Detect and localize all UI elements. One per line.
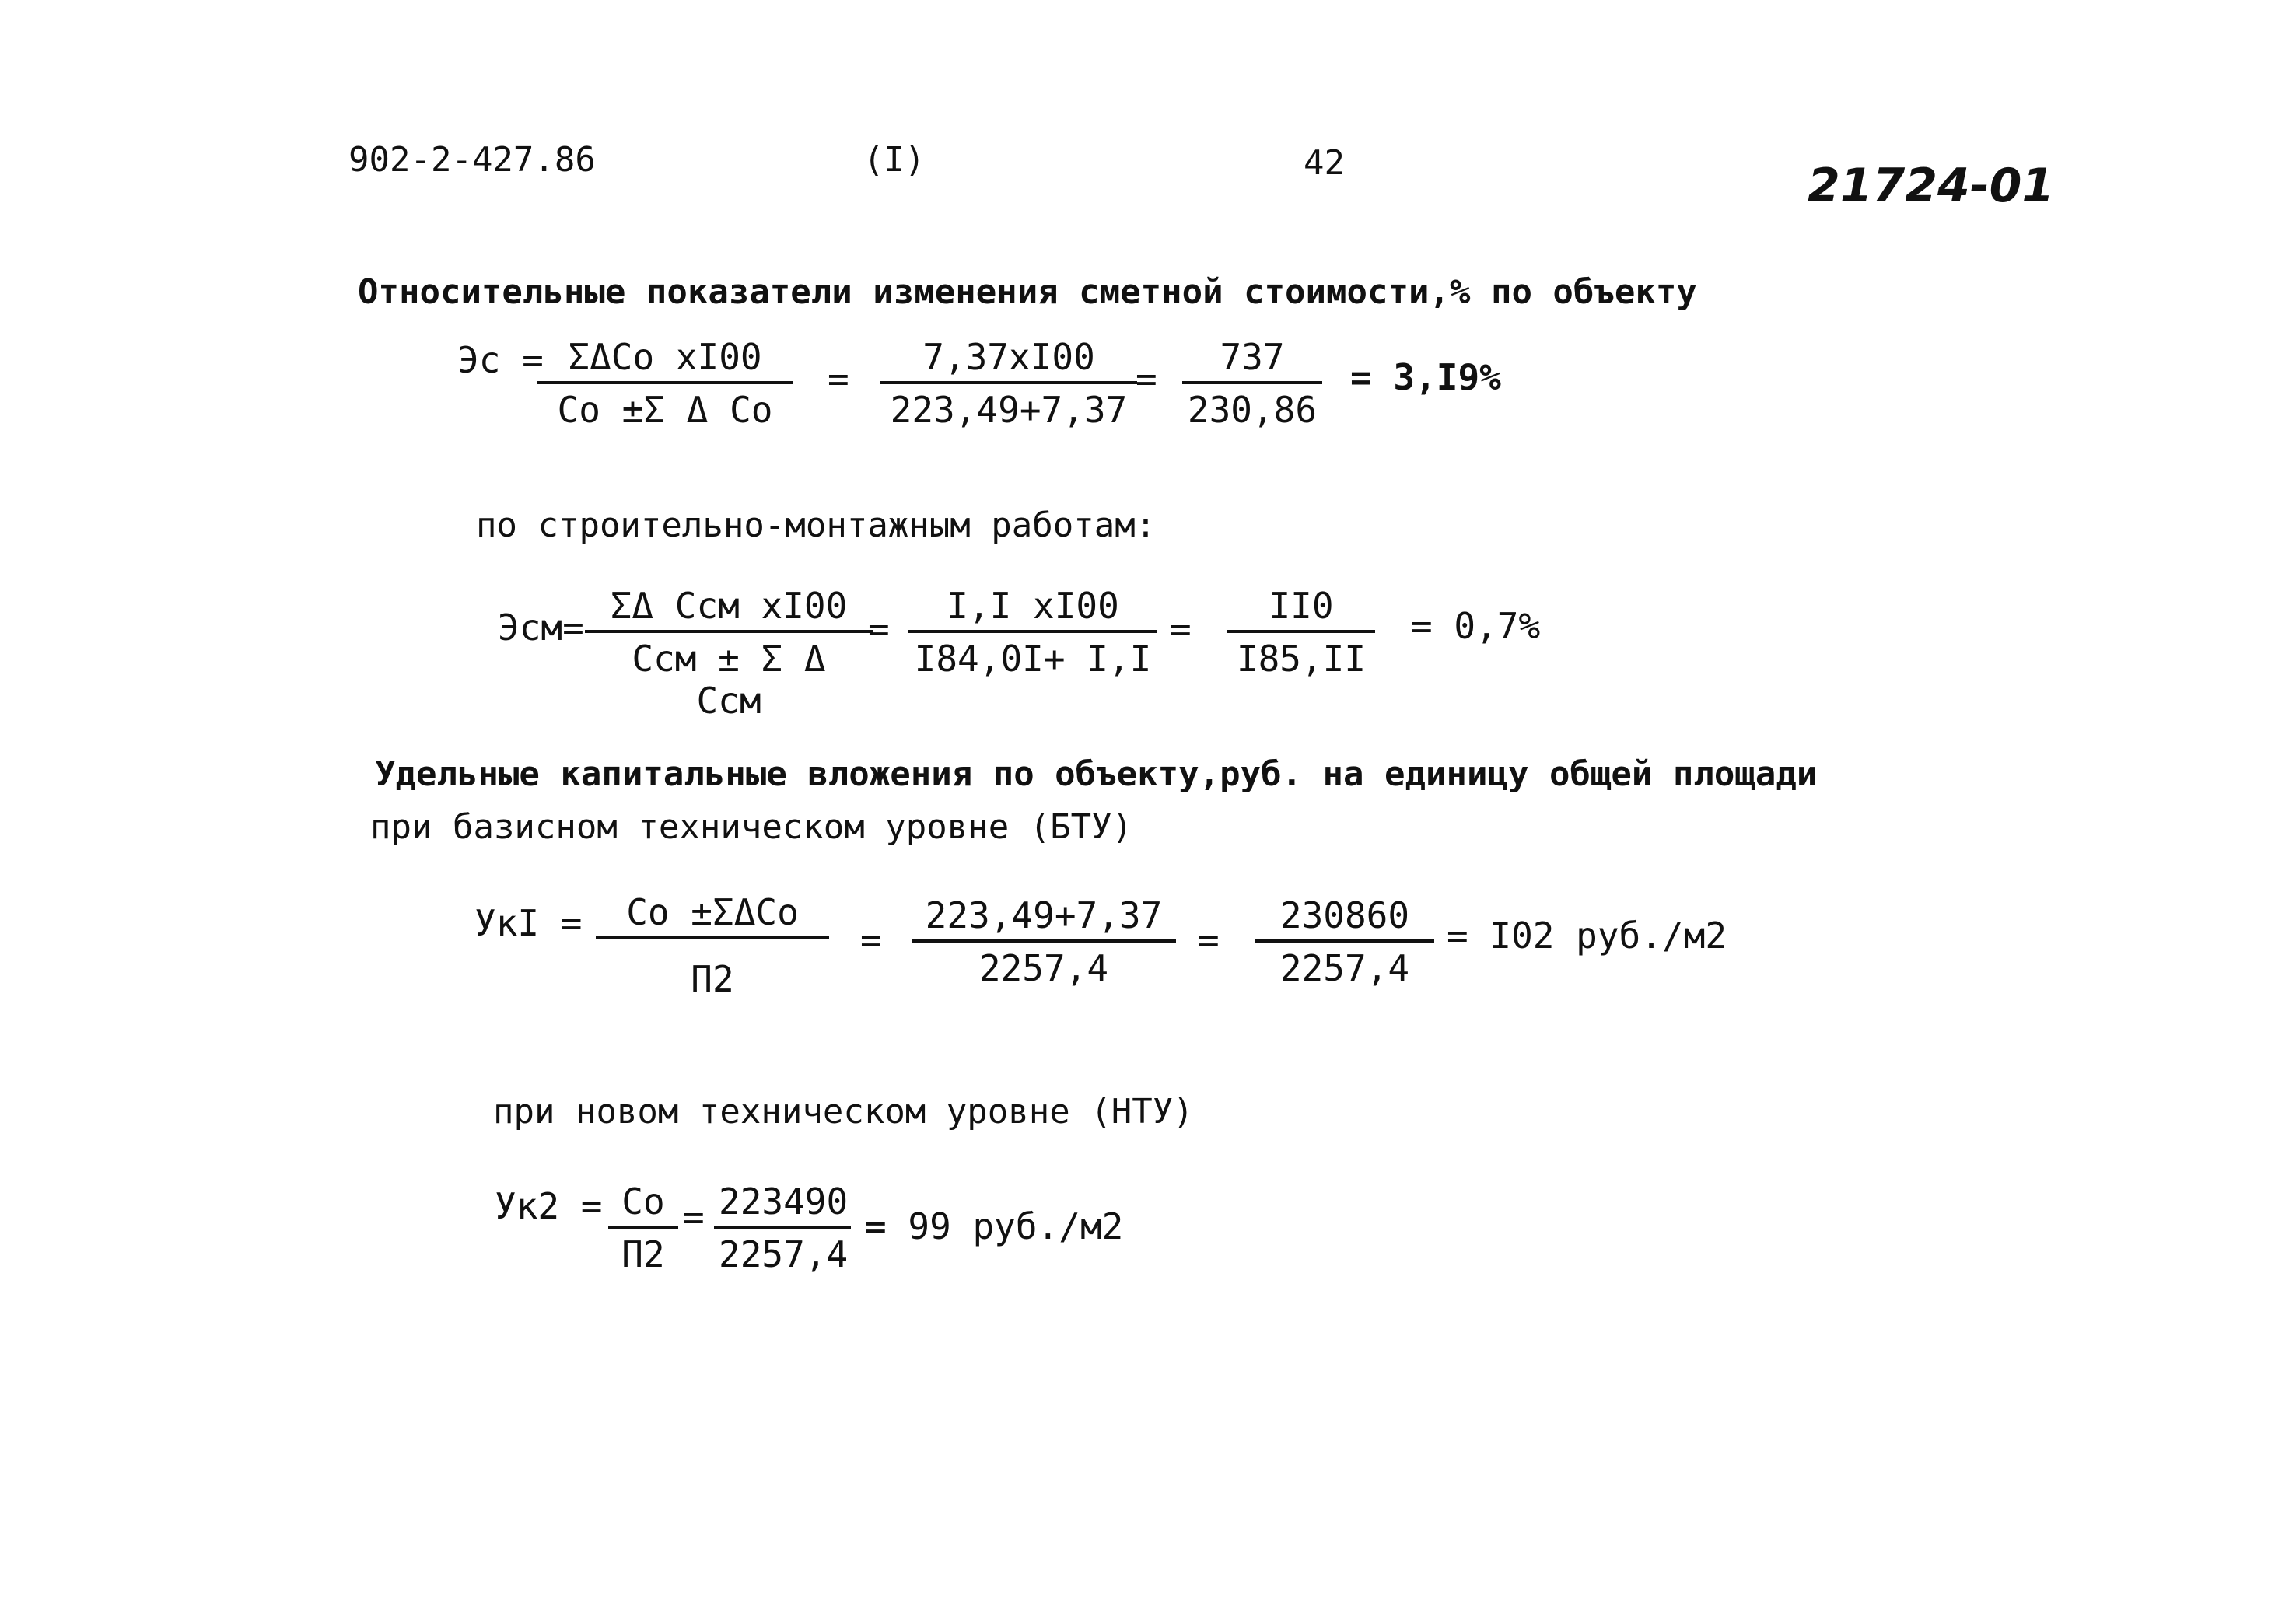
numerator: 223,49+7,37 bbox=[912, 894, 1176, 943]
formula-label: УкI = bbox=[474, 902, 583, 944]
fraction-substituted bbox=[714, 1181, 851, 1275]
inventory-stamp: 21724-01 bbox=[1808, 159, 2055, 213]
fraction-substituted bbox=[880, 336, 1137, 431]
numerator: 737 bbox=[1182, 336, 1322, 384]
denominator: I84,0I+ I,I bbox=[914, 638, 1152, 680]
denominator: 230,86 bbox=[1187, 389, 1318, 431]
equals-sign: = bbox=[1170, 608, 1192, 650]
numerator: 7,37xI00 bbox=[880, 336, 1137, 384]
section-subheading-new-level: при новом техническом уровне (НТУ) bbox=[493, 1092, 1194, 1132]
equals-sign: = bbox=[1198, 919, 1220, 961]
section-heading-relative-indicators: Относительные показатели изменения сметной стоимости,% по объекту bbox=[358, 272, 1697, 312]
fraction-general bbox=[537, 336, 793, 431]
denominator: 2257,4 bbox=[978, 947, 1109, 989]
formula-label: Эсм= bbox=[498, 607, 584, 649]
equals-sign: = bbox=[860, 919, 882, 961]
page-number: 42 bbox=[1304, 143, 1345, 183]
denominator: 2257,4 bbox=[1279, 947, 1410, 989]
formula-label: Эс = bbox=[457, 339, 544, 381]
formula-result: = I02 руб./м2 bbox=[1447, 915, 1727, 957]
fraction-computed bbox=[1182, 336, 1322, 431]
numerator: Co ±ΣΔCo bbox=[596, 891, 829, 939]
fraction-general bbox=[608, 1181, 678, 1275]
numerator: II0 bbox=[1227, 585, 1375, 633]
denominator: П2 bbox=[691, 958, 734, 1000]
numerator: 230860 bbox=[1255, 894, 1434, 943]
denominator: I85,II bbox=[1236, 638, 1367, 680]
denominator: П2 bbox=[621, 1233, 665, 1275]
equals-sign: = bbox=[868, 608, 890, 650]
section-subheading-basic-level: при базисном техническом уровне (БТУ) bbox=[370, 807, 1133, 847]
volume-number: (I) bbox=[863, 140, 926, 180]
section-heading-construction-works: по строительно-монтажным работам: bbox=[476, 505, 1157, 545]
numerator: ΣΔ Ccм xI00 bbox=[585, 585, 873, 633]
numerator: 223490 bbox=[714, 1181, 851, 1229]
fraction-substituted bbox=[908, 585, 1157, 680]
formula-result: = 99 руб./м2 bbox=[865, 1205, 1124, 1247]
section-heading-capital-investment: Удельные капитальные вложения по объекту,руб. на единицу общей площади bbox=[375, 754, 1818, 794]
formula-label: Ук2 = bbox=[495, 1185, 603, 1227]
document-code: 902-2-427.86 bbox=[348, 140, 596, 180]
formula-result: = 3,I9% bbox=[1350, 356, 1501, 398]
equals-sign: = bbox=[828, 358, 849, 400]
denominator: 2257,4 bbox=[719, 1233, 849, 1275]
fraction-general bbox=[585, 585, 873, 722]
fraction-computed bbox=[1255, 894, 1434, 989]
denominator: Ccм ± Σ Δ Ccм bbox=[632, 638, 826, 722]
fraction-computed bbox=[1227, 585, 1375, 680]
denominator: Co ±Σ Δ Co bbox=[557, 389, 773, 431]
formula-result: = 0,7% bbox=[1411, 605, 1541, 647]
numerator: Co bbox=[608, 1181, 678, 1229]
denominator: 223,49+7,37 bbox=[890, 389, 1128, 431]
fraction-general bbox=[596, 891, 829, 1000]
equals-sign: = bbox=[1136, 358, 1157, 400]
fraction-substituted bbox=[912, 894, 1176, 989]
equals-sign: = bbox=[683, 1196, 705, 1238]
numerator: ΣΔCo xI00 bbox=[537, 336, 793, 384]
numerator: I,I xI00 bbox=[908, 585, 1157, 633]
